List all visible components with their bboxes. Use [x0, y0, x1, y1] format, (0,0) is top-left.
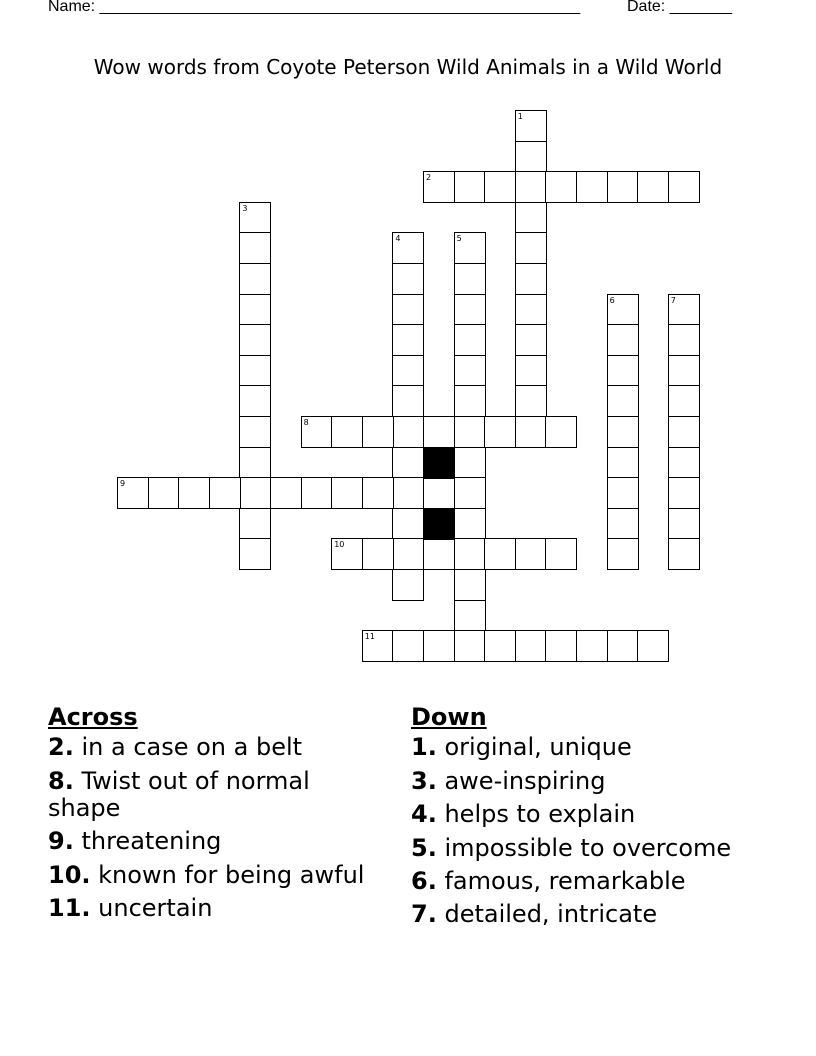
grid-cell[interactable] [515, 355, 547, 387]
grid-cell[interactable] [607, 416, 639, 448]
grid-cell[interactable] [239, 538, 271, 570]
clue-number: 11. [48, 893, 91, 922]
grid-cell[interactable] [239, 263, 271, 295]
down-clue [411, 768, 751, 795]
clue-text: in a case on a belt [81, 733, 303, 762]
puzzle-title: Wow words from Coyote Peterson Wild Animals in a Wild World [93, 55, 723, 79]
grid-cell[interactable] [454, 294, 486, 326]
across-clues [48, 701, 383, 928]
clue-number: 10 [334, 540, 345, 550]
clue-number: 1. [411, 733, 437, 762]
grid-cell[interactable] [239, 416, 271, 448]
grid-cell[interactable] [545, 630, 577, 662]
grid-cell[interactable] [668, 171, 700, 203]
grid-cell[interactable] [484, 416, 516, 448]
grid-cell[interactable] [668, 355, 700, 387]
grid-cell[interactable] [515, 385, 547, 417]
grid-cell[interactable] [392, 324, 424, 356]
grid-cell[interactable] [454, 416, 486, 448]
grid-cell[interactable] [331, 477, 363, 509]
grid-cell[interactable] [668, 538, 700, 570]
grid-cell[interactable] [484, 630, 516, 662]
grid-cell[interactable] [392, 477, 424, 509]
grid-cell[interactable] [545, 416, 577, 448]
grid-cell[interactable] [454, 538, 486, 570]
grid-cell[interactable] [392, 630, 424, 662]
grid-cell[interactable] [515, 202, 547, 234]
down-clue [411, 801, 751, 828]
clue-number: 8. [48, 766, 74, 795]
grid-cell[interactable] [668, 385, 700, 417]
grid-cell[interactable] [239, 477, 271, 509]
grid-cell[interactable] [545, 171, 577, 203]
clue-text: uncertain [98, 893, 213, 922]
across-clue [48, 734, 383, 761]
grid-cell[interactable] [607, 477, 639, 509]
grid-cell[interactable] [239, 355, 271, 387]
grid-cell[interactable] [423, 538, 455, 570]
black-square [423, 508, 455, 540]
grid-cell[interactable] [515, 630, 547, 662]
grid-cell[interactable] [392, 263, 424, 295]
grid-cell[interactable] [331, 416, 363, 448]
clue-text: famous, remarkable [444, 866, 686, 895]
clue-number: 4. [411, 800, 437, 829]
grid-cell[interactable] [454, 630, 486, 662]
down-clue [411, 734, 751, 761]
grid-cell[interactable] [484, 538, 516, 570]
grid-cell[interactable] [392, 538, 424, 570]
grid-cell[interactable] [607, 385, 639, 417]
clue-text: awe-inspiring [444, 766, 606, 795]
grid-cell[interactable] [454, 508, 486, 540]
grid-cell[interactable] [239, 385, 271, 417]
clue-number: 2 [426, 173, 432, 183]
down-heading: Down [411, 703, 487, 731]
clue-text: threatening [81, 827, 222, 856]
grid-cell[interactable] [392, 416, 424, 448]
grid-cell[interactable] [607, 294, 639, 326]
clue-number: 2. [48, 733, 74, 762]
grid-cell[interactable] [515, 416, 547, 448]
clue-text: helps to explain [444, 800, 636, 829]
grid-cell[interactable] [454, 600, 486, 632]
across-clue [48, 828, 383, 855]
grid-cell[interactable] [515, 110, 547, 142]
grid-cell[interactable] [362, 416, 394, 448]
grid-cell[interactable] [668, 416, 700, 448]
clue-number: 9. [48, 827, 74, 856]
grid-cell[interactable] [576, 630, 608, 662]
grid-cell[interactable] [515, 232, 547, 264]
clue-number: 8 [303, 418, 309, 427]
clue-number: 11 [364, 632, 375, 642]
grid-cell[interactable] [392, 355, 424, 387]
clue-text: original, unique [444, 733, 632, 762]
down-clues [411, 701, 751, 935]
across-clue [48, 895, 383, 922]
clue-number: 4 [395, 234, 401, 244]
grid-cell[interactable] [454, 232, 486, 264]
grid-cell[interactable] [423, 171, 455, 203]
grid-cell[interactable] [148, 477, 180, 509]
grid-cell[interactable] [454, 355, 486, 387]
grid-cell[interactable] [607, 171, 639, 203]
grid-cell[interactable] [515, 141, 547, 173]
clue-number: 3. [411, 766, 437, 795]
grid-cell[interactable] [331, 538, 363, 570]
grid-cell[interactable] [607, 324, 639, 356]
clue-number: 5 [456, 234, 462, 244]
grid-cell[interactable] [239, 508, 271, 540]
grid-cell[interactable] [515, 324, 547, 356]
clue-text: known for being awful [98, 860, 365, 889]
clue-number: 6 [609, 295, 615, 305]
date-field-label: Date: _______ [627, 0, 732, 15]
grid-cell[interactable] [454, 171, 486, 203]
grid-cell[interactable] [668, 324, 700, 356]
grid-cell[interactable] [301, 477, 333, 509]
grid-cell[interactable] [301, 416, 333, 448]
clue-text: detailed, intricate [444, 900, 658, 929]
clue-number: 5. [411, 833, 437, 862]
clue-number: 7 [670, 295, 676, 305]
grid-cell[interactable] [607, 447, 639, 479]
down-clue [411, 901, 751, 928]
grid-cell[interactable] [239, 294, 271, 326]
clue-text: Twist out of normal shape [48, 766, 310, 822]
grid-cell[interactable] [607, 508, 639, 540]
down-clue-list [411, 734, 751, 928]
grid-cell[interactable] [668, 447, 700, 479]
grid-cell[interactable] [454, 477, 486, 509]
grid-cell[interactable] [392, 447, 424, 479]
grid-cell[interactable] [362, 538, 394, 570]
grid-cell[interactable] [515, 538, 547, 570]
black-square [423, 447, 455, 479]
grid-cell[interactable] [392, 569, 424, 601]
clue-text: impossible to overcome [444, 833, 732, 862]
grid-cell[interactable] [515, 263, 547, 295]
grid-cell[interactable] [454, 263, 486, 295]
grid-cell[interactable] [117, 477, 149, 509]
grid-cell[interactable] [607, 538, 639, 570]
grid-cell[interactable] [576, 171, 608, 203]
grid-cell[interactable] [423, 477, 455, 509]
grid-cell[interactable] [209, 477, 241, 509]
grid-cell[interactable] [545, 538, 577, 570]
down-clue [411, 835, 751, 862]
grid-cell[interactable] [454, 324, 486, 356]
grid-cell[interactable] [607, 630, 639, 662]
grid-cell[interactable] [454, 569, 486, 601]
clue-number: 10. [48, 860, 91, 889]
grid-cell[interactable] [392, 508, 424, 540]
grid-cell[interactable] [239, 202, 271, 234]
grid-cell[interactable] [239, 447, 271, 479]
down-clue [411, 868, 751, 895]
clue-number: 6. [411, 866, 437, 895]
grid-cell[interactable] [668, 508, 700, 540]
clue-number: 7. [411, 900, 437, 929]
grid-cell[interactable] [668, 294, 700, 326]
name-field-label: Name: ______________________________________________________ [48, 0, 581, 15]
grid-cell[interactable] [607, 355, 639, 387]
clue-number: 3 [242, 203, 248, 213]
grid-cell[interactable] [362, 477, 394, 509]
across-clue-list [48, 734, 383, 922]
across-clue [48, 862, 383, 889]
grid-cell[interactable] [484, 171, 516, 203]
grid-cell[interactable] [392, 232, 424, 264]
grid-cell[interactable] [454, 385, 486, 417]
across-clue [48, 768, 383, 822]
grid-cell[interactable] [392, 385, 424, 417]
clue-number: 1 [517, 112, 523, 121]
grid-cell[interactable] [178, 477, 210, 509]
grid-cell[interactable] [515, 294, 547, 326]
grid-cell[interactable] [239, 232, 271, 264]
grid-cell[interactable] [454, 447, 486, 479]
grid-cell[interactable] [515, 171, 547, 203]
grid-cell[interactable] [423, 630, 455, 662]
grid-cell[interactable] [270, 477, 302, 509]
clue-number: 9 [120, 479, 126, 489]
grid-cell[interactable] [637, 171, 669, 203]
grid-cell[interactable] [392, 294, 424, 326]
grid-cell[interactable] [668, 477, 700, 509]
grid-cell[interactable] [239, 324, 271, 356]
grid-cell[interactable] [423, 416, 455, 448]
grid-cell[interactable] [637, 630, 669, 662]
across-heading: Across [48, 703, 138, 731]
grid-cell[interactable] [362, 630, 394, 662]
